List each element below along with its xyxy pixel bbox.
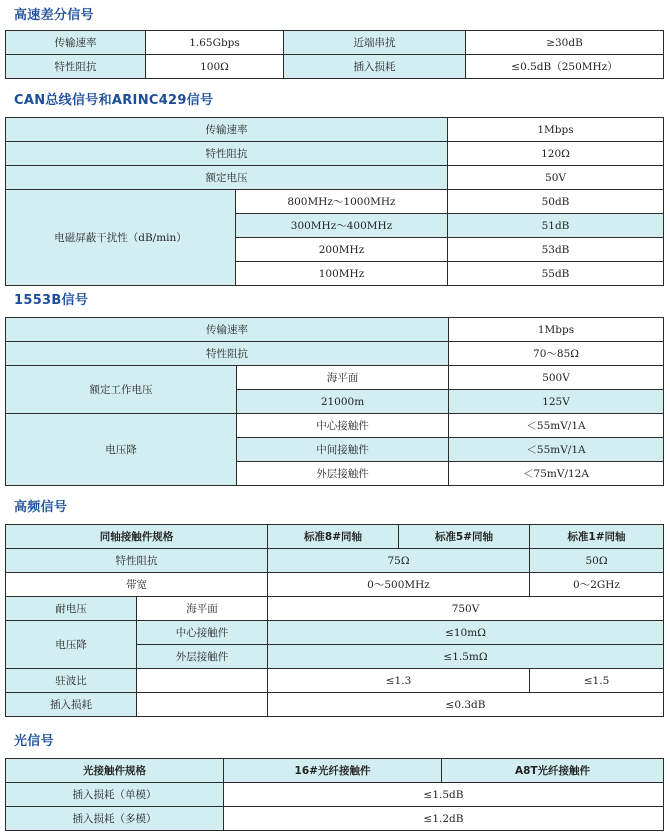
table-row [6,414,664,438]
header-cell: 光接触件规格 [6,759,224,783]
cell-sub-label: 300MHz～400MHz [236,214,448,238]
table-row [6,366,664,390]
table-row [6,118,664,142]
cell-value: 0～2GHz [530,573,664,597]
table-row [6,693,664,717]
table-row [6,166,664,190]
cell-label: 特性阻抗 [6,549,268,573]
cell-label: 特性阻抗 [6,342,449,366]
table-row [6,549,664,573]
1553b-table [5,317,664,486]
cell-value: 70～85Ω [449,342,664,366]
cell-sub-label: 中心接触件 [237,414,449,438]
header-cell: 标准8#同轴 [268,525,399,549]
cell-label: 额定电压 [6,166,448,190]
cell-value: ≤0.5dB（250MHz） [466,55,664,79]
cell-value: ≥30dB [466,31,664,55]
optical-table [5,758,664,831]
section-title-can-arinc429: CAN总线信号和ARINC429信号 [14,93,214,108]
cell-value: ≤0.3dB [268,693,664,717]
table-row [6,597,664,621]
cell-value: 120Ω [448,142,664,166]
cell-label: 近端串扰 [284,31,466,55]
table-header-row [6,759,664,783]
cell-value: ＜55mV/1A [449,438,664,462]
header-cell: 标准5#同轴 [399,525,530,549]
cell-value: 0～500MHz [268,573,530,597]
table-row [6,190,664,214]
cell-empty [137,669,268,693]
cell-value: 1.65Gbps [146,31,284,55]
cell-value: ≤1.2dB [224,807,664,831]
cell-label: 带宽 [6,573,268,597]
cell-sub-label: 21000m [237,390,449,414]
cell-value: 1Mbps [448,118,664,142]
cell-sub-label: 800MHz～1000MHz [236,190,448,214]
cell-label: 插入损耗 [284,55,466,79]
table-row [6,142,664,166]
section-title-high-speed-differential: 高速差分信号 [14,8,94,23]
cell-value: 750V [268,597,664,621]
cell-empty [137,693,268,717]
cell-label: 传输速率 [6,318,449,342]
cell-label: 电磁屏蔽干扰性（dB/min） [6,190,236,286]
section-title-optical: 光信号 [14,734,54,749]
cell-sub-label: 中心接触件 [137,621,268,645]
section-title-high-frequency: 高频信号 [14,500,68,515]
cell-value: 50dB [448,190,664,214]
cell-label: 插入损耗（单模） [6,783,224,807]
cell-value: ≤1.3 [268,669,530,693]
cell-label: 插入损耗 [6,693,137,717]
cell-sub-label: 外层接触件 [137,645,268,669]
cell-label: 电压降 [6,414,237,486]
can-arinc429-table [5,117,664,286]
cell-label: 传输速率 [6,118,448,142]
cell-value: 100Ω [146,55,284,79]
high-speed-differential-table [5,30,664,79]
table-row [6,31,664,55]
header-cell: A8T光纤接触件 [442,759,664,783]
cell-value: 51dB [448,214,664,238]
cell-label: 额定工作电压 [6,366,237,414]
cell-value: 500V [449,366,664,390]
cell-value: 50Ω [530,549,664,573]
table-row [6,55,664,79]
cell-sub-label: 海平面 [237,366,449,390]
cell-value: ≤10mΩ [268,621,664,645]
cell-value: 55dB [448,262,664,286]
cell-value: 1Mbps [449,318,664,342]
table-row [6,783,664,807]
cell-sub-label: 100MHz [236,262,448,286]
cell-label: 传输速率 [6,31,146,55]
cell-sub-label: 中间接触件 [237,438,449,462]
cell-value: 75Ω [268,549,530,573]
cell-label: 耐电压 [6,597,137,621]
table-header-row [6,525,664,549]
cell-value: ＜55mV/1A [449,414,664,438]
header-cell: 16#光纤接触件 [224,759,442,783]
high-frequency-table [5,524,664,717]
cell-label: 电压降 [6,621,137,669]
cell-value: ＜75mV/12A [449,462,664,486]
cell-value: 125V [449,390,664,414]
table-row [6,573,664,597]
cell-value: ≤1.5mΩ [268,645,664,669]
cell-label: 插入损耗（多模） [6,807,224,831]
cell-value: 50V [448,166,664,190]
cell-value: ≤1.5dB [224,783,664,807]
cell-sub-label: 外层接触件 [237,462,449,486]
table-row [6,669,664,693]
cell-label: 特性阻抗 [6,55,146,79]
header-cell: 同轴接触件规格 [6,525,268,549]
section-title-1553b: 1553B信号 [14,293,89,308]
header-cell: 标准1#同轴 [530,525,664,549]
table-row [6,318,664,342]
cell-label: 特性阻抗 [6,142,448,166]
table-row [6,807,664,831]
cell-sub-label: 海平面 [137,597,268,621]
cell-value: ≤1.5 [530,669,664,693]
cell-value: 53dB [448,238,664,262]
cell-sub-label: 200MHz [236,238,448,262]
cell-label: 驻波比 [6,669,137,693]
table-row [6,342,664,366]
table-row [6,621,664,645]
